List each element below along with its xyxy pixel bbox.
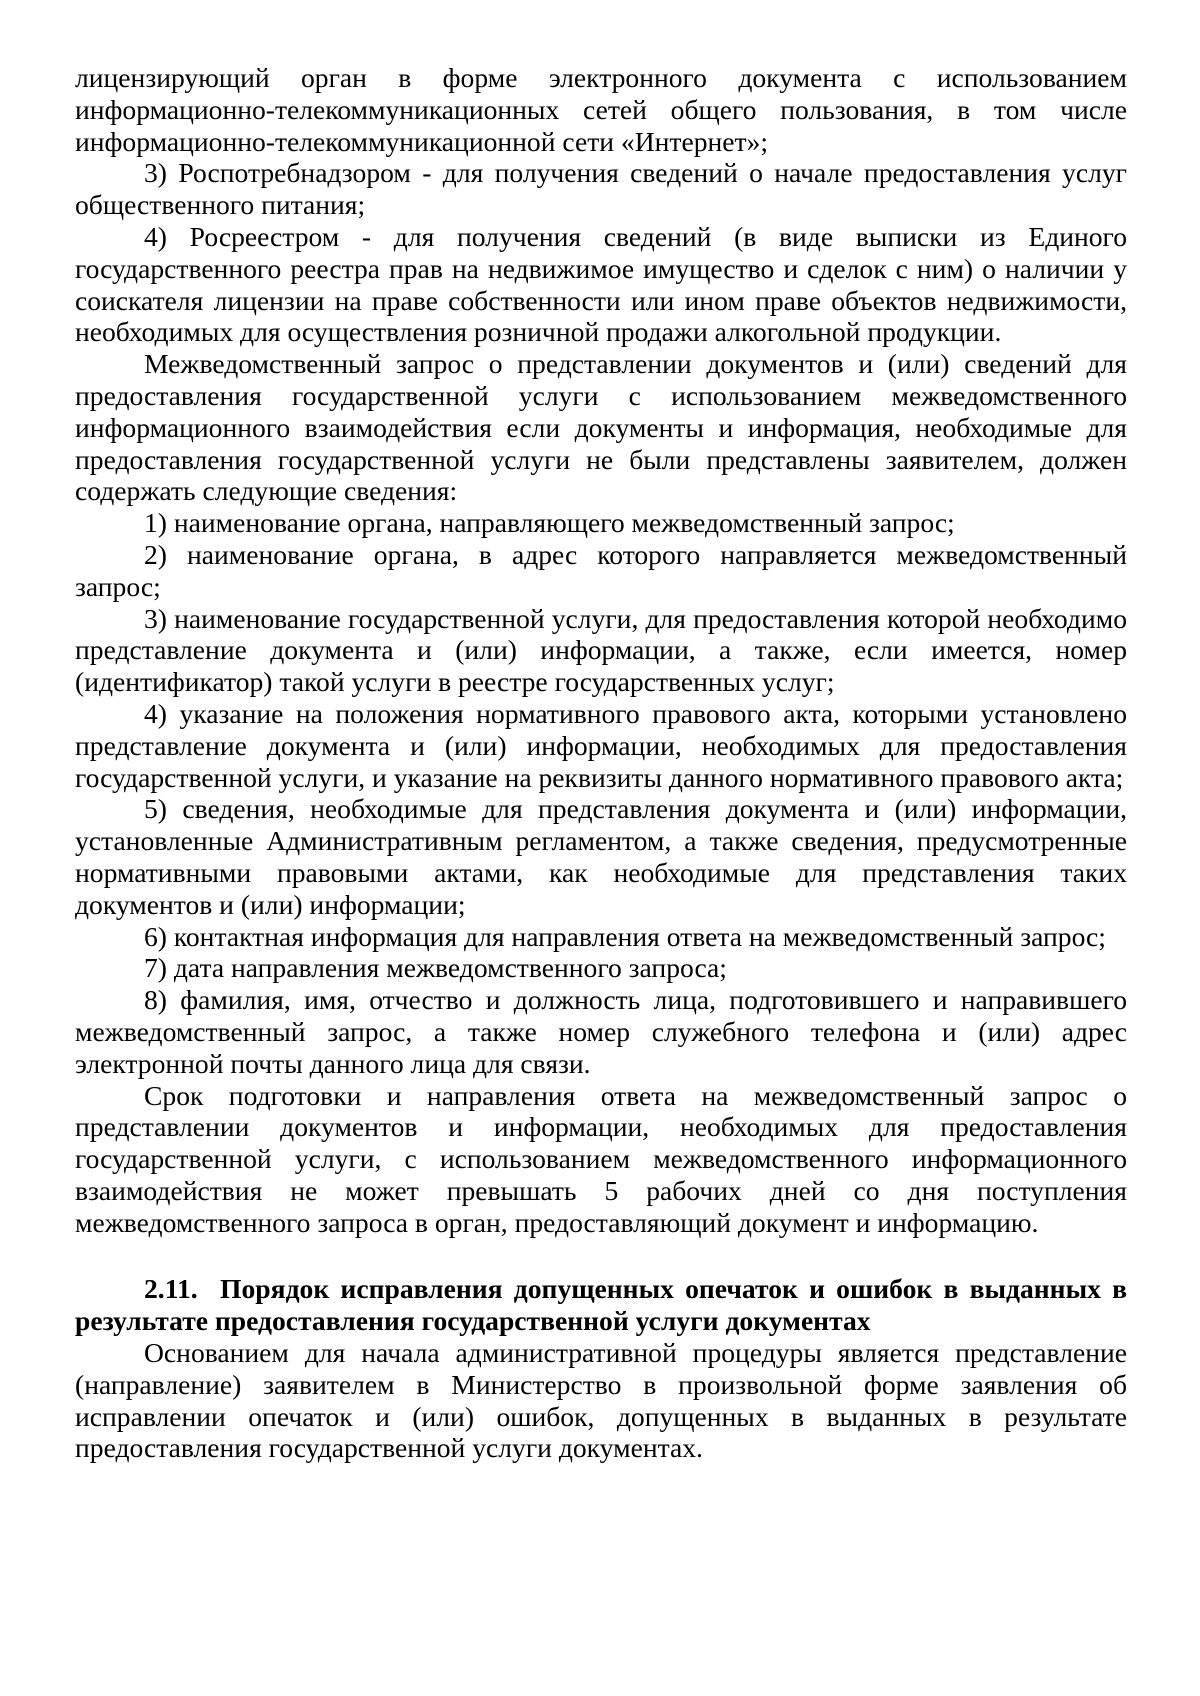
list-item-request-8: 8) фамилия, имя, отчество и должность лица, подготовившего и направившего межведомственный запрос, а также номер служебного телефона и (или) адрес электронной почты данного лица для связи.	[75, 984, 1127, 1079]
list-item-request-1: 1) наименование органа, направляющего межведомственный запрос;	[144, 507, 955, 539]
paragraph-item-4: 4) Росреестром - для получения сведений (в виде выписки из Единого государственного реестра прав на недвижимое имущество и сделок с ним) о наличии у соискателя лицензии на праве собственности или ином праве объектов недвижимости, необходимых для осуществления розничной продажи алкогольной продукции.	[75, 220, 1127, 348]
section-body: Основанием для начала административной процедуры является представление (направление) заявителем в Министерство в произвольной форме заявления об исправлении опечаток и (или) ошибок, допущенных в выданных в результате предоставления государственной услуги документах.	[75, 1337, 1127, 1464]
document-page	[75, 62, 1127, 1464]
list-item-request-3: 3) наименование государственной услуги, для предоставления которой необходимо представление документа и (или) информации, а также, если имеется, номер (идентификатор) такой услуги в реестре государственных услуг;	[75, 602, 1127, 698]
list-item-request-4: 4) указание на положения нормативного правового акта, которыми установлено представление документа и (или) информации, необходимых для предоставления государственной услуги, и указание на реквизиты данного нормативного правового акта;	[75, 697, 1127, 793]
section-number: 2.11.	[144, 1273, 198, 1305]
paragraph-item-3: 3) Роспотребнадзором - для получения сведений о начале предоставления услуг общественного питания;	[75, 157, 1127, 221]
paragraph-request-intro: Межведомственный запрос о представлении документов и (или) сведений для предоставления государственной услуги с использованием межведомственного информационного взаимодействия если документы и информация, необходимые для предоставления государственной услуги не были представлены заявителем, должен содержать следующие сведения:	[75, 348, 1127, 507]
section-title: Порядок исправления допущенных опечаток и ошибок в выданных в результате предоставления государственной услуги документах	[75, 1273, 1127, 1337]
list-item-request-7: 7) дата направления межведомственного запроса;	[144, 952, 727, 984]
list-item-request-2: 2) наименование органа, в адрес которого направляется межведомственный запрос;	[75, 538, 1127, 602]
paragraph-continuation: лицензирующий орган в форме электронного документа с использованием информационно-телекоммуникационных сетей общего пользования, в том числе информационно-телекоммуникационной сети «Интернет»;	[75, 62, 1127, 157]
list-item-request-6: 6) контактная информация для направления ответа на межведомственный запрос;	[144, 920, 1106, 952]
paragraph-response-deadline: Срок подготовки и направления ответа на межведомственный запрос о представлении документов и информации, необходимых для предоставления государственной услуги, с использованием межведомственного информационного взаимодействия не может превышать 5 рабочих дней со дня поступления межведомственного запроса в орган, предоставляющий документ и информацию.	[75, 1079, 1127, 1238]
list-item-request-5: 5) сведения, необходимые для представления документа и (или) информации, установленные Административным регламентом, а также сведения, предусмотренные нормативными правовыми актами, как необходимые для представления таких документов и (или) информации;	[75, 793, 1127, 920]
section-heading	[75, 1273, 1127, 1337]
